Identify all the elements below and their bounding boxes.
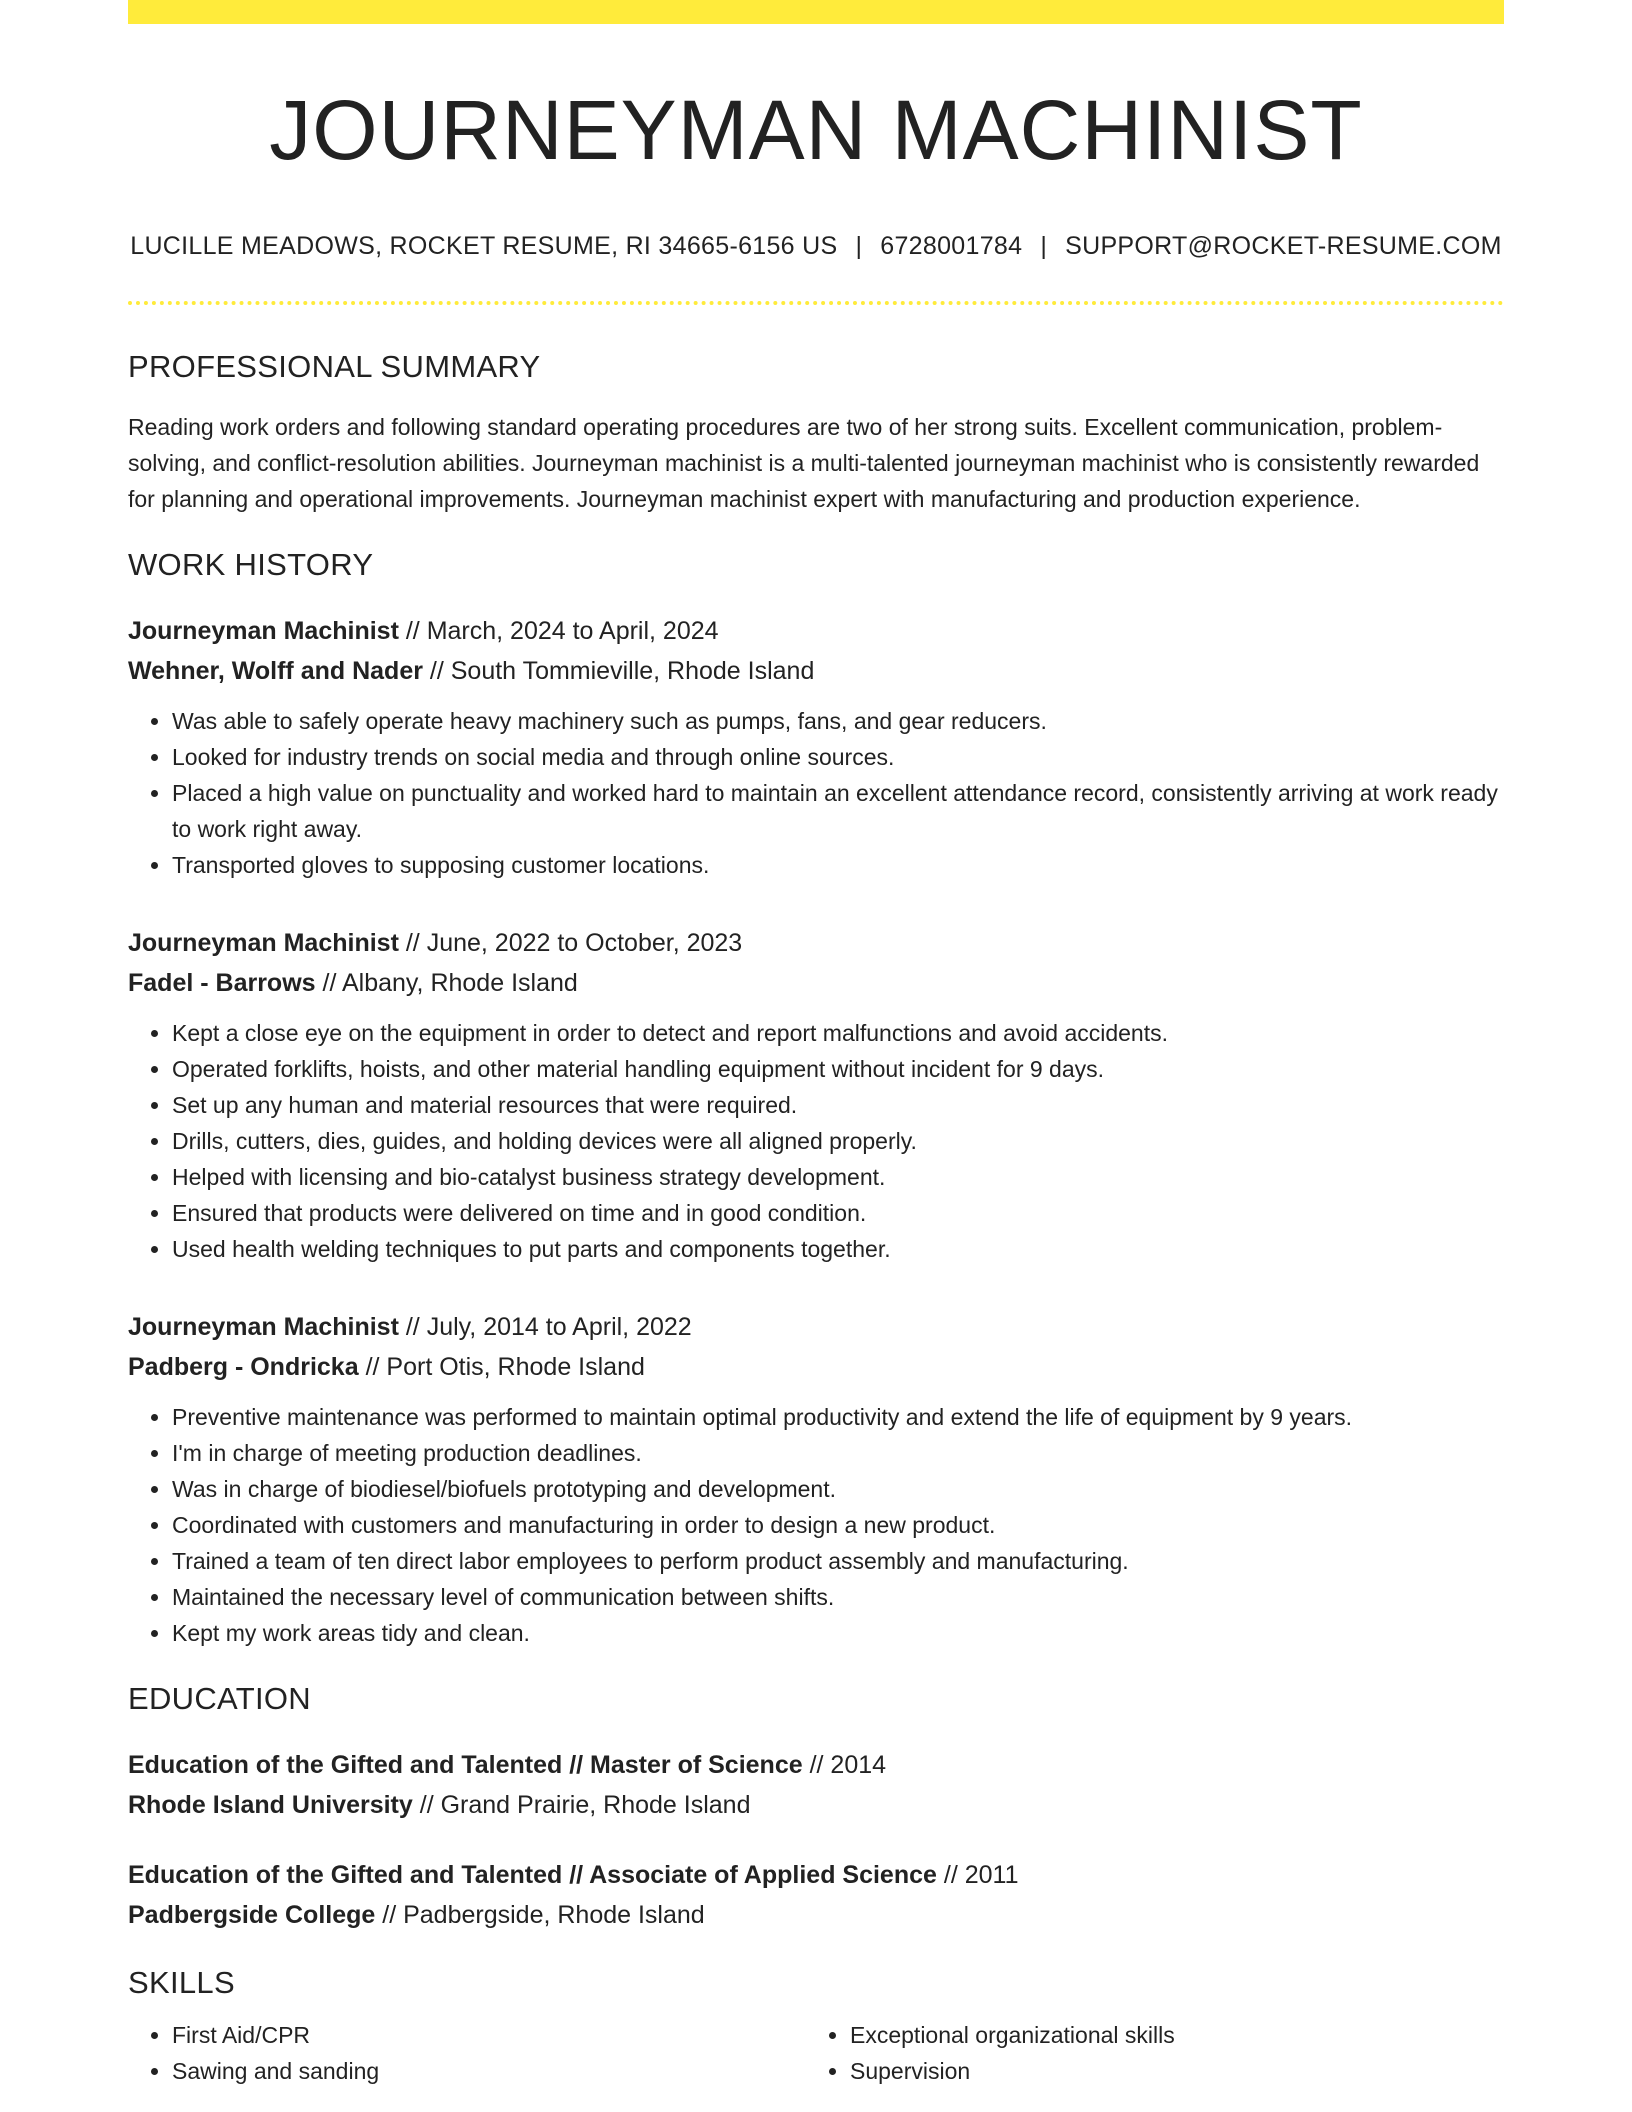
job-role: Journeyman Machinist (128, 617, 399, 646)
job-dates: // June, 2022 to October, 2023 (405, 929, 743, 958)
list-item: • Ensured that products were delivered on time and in good condition. (172, 1195, 1504, 1231)
list-item: • Placed a high value on punctuality and worked hard to maintain an excellent attendance record, consistently arriving at work ready to work right away. (172, 775, 1504, 847)
skills-column-right (806, 2017, 1484, 2089)
job-company-line (128, 651, 1504, 691)
job-company-line (128, 1347, 1504, 1387)
education-location: // Padbergside, Rhode Island (382, 1901, 705, 1930)
job-role: Journeyman Machinist (128, 1313, 399, 1342)
contact-email: SUPPORT@ROCKET-RESUME.COM (1065, 232, 1502, 261)
job-dates: // July, 2014 to April, 2022 (405, 1313, 692, 1342)
education-year: // 2011 (943, 1861, 1019, 1890)
education-degree-line (128, 1855, 1504, 1895)
list-item: • Helped with licensing and bio-catalyst business strategy development. (172, 1159, 1504, 1195)
education-entry (128, 1745, 1504, 1825)
list-item: • Looked for industry trends on social media and through online sources. (172, 739, 1504, 775)
education-school: Rhode Island University (128, 1791, 413, 1820)
list-item: • Transported gloves to supposing customer locations. (172, 847, 1504, 883)
skills-column-left (128, 2017, 806, 2089)
job-entry (128, 923, 1504, 1267)
job-entry (128, 611, 1504, 883)
list-item: • Kept my work areas tidy and clean. (172, 1615, 1504, 1651)
education-location: // Grand Prairie, Rhode Island (419, 1791, 751, 1820)
list-item: • Drills, cutters, dies, guides, and holding devices were all aligned properly. (172, 1123, 1504, 1159)
education-school-line (128, 1785, 1504, 1825)
list-item: • Trained a team of ten direct labor employees to perform product assembly and manufacturing. (172, 1543, 1504, 1579)
work-history-heading: WORK HISTORY (128, 547, 374, 583)
contact-phone: 6728001784 (880, 232, 1023, 261)
resume-title: JOURNEYMAN MACHINIST (269, 83, 1363, 177)
job-role: Journeyman Machinist (128, 929, 399, 958)
job-location: // South Tommieville, Rhode Island (429, 657, 815, 686)
job-bullets (128, 703, 1504, 883)
top-accent-bar (128, 0, 1504, 24)
list-item: • Maintained the necessary level of communication between shifts. (172, 1579, 1504, 1615)
list-item: • Set up any human and material resources that were required. (172, 1087, 1504, 1123)
list-item: • Kept a close eye on the equipment in order to detect and report malfunctions and avoid accidents. (172, 1015, 1504, 1051)
job-entry (128, 1307, 1504, 1651)
job-bullets (128, 1399, 1504, 1651)
education-school-line (128, 1895, 1504, 1935)
list-item: • Preventive maintenance was performed to maintain optimal productivity and extend the life of equipment by 9 years. (172, 1399, 1504, 1435)
job-title-line (128, 923, 1504, 963)
education-degree: Education of the Gifted and Talented // Master of Science (128, 1751, 803, 1780)
list-item: • First Aid/CPR (172, 2017, 806, 2053)
job-company: Wehner, Wolff and Nader (128, 657, 423, 686)
list-item: • Was in charge of biodiesel/biofuels prototyping and development. (172, 1471, 1504, 1507)
list-item: • Was able to safely operate heavy machinery such as pumps, fans, and gear reducers. (172, 703, 1504, 739)
list-item: • Supervision (850, 2053, 1484, 2089)
list-item: • Sawing and sanding (172, 2053, 806, 2089)
list-item: • Exceptional organizational skills (850, 2017, 1484, 2053)
job-bullets (128, 1015, 1504, 1267)
contact-line (128, 232, 1504, 261)
header-divider (128, 301, 1504, 305)
summary-text: Reading work orders and following standard operating procedures are two of her strong suits. Excellent communication, problem-solving, and conflict-resolution abilities. Journeyman machinist is a multi-talented journeyman machinist who is consistently rewarded for planning and operational improvements. Journeyman machinist expert with manufacturing and production experience. (128, 414, 1480, 513)
education-year: // 2014 (809, 1751, 887, 1780)
job-title-line (128, 1307, 1504, 1347)
contact-separator: | (1040, 232, 1048, 261)
job-dates: // March, 2024 to April, 2024 (405, 617, 719, 646)
education-entry (128, 1855, 1504, 1935)
list-item: • Operated forklifts, hoists, and other material handling equipment without incident for 9 days. (172, 1051, 1504, 1087)
resume-page (128, 0, 1504, 2089)
summary-heading: PROFESSIONAL SUMMARY (128, 349, 541, 385)
education-degree: Education of the Gifted and Talented // Associate of Applied Science (128, 1861, 937, 1890)
job-company-line (128, 963, 1504, 1003)
job-title-line (128, 611, 1504, 651)
education-heading: EDUCATION (128, 1681, 311, 1717)
list-item: • Coordinated with customers and manufacturing in order to design a new product. (172, 1507, 1504, 1543)
list-item: • Used health welding techniques to put parts and components together. (172, 1231, 1504, 1267)
education-degree-line (128, 1745, 1504, 1785)
skills-list (128, 2017, 1504, 2089)
job-company: Fadel - Barrows (128, 969, 316, 998)
job-location: // Port Otis, Rhode Island (365, 1353, 645, 1382)
job-company: Padberg - Ondricka (128, 1353, 359, 1382)
list-item: • I'm in charge of meeting production deadlines. (172, 1435, 1504, 1471)
contact-separator: | (855, 232, 863, 261)
job-location: // Albany, Rhode Island (322, 969, 578, 998)
education-school: Padbergside College (128, 1901, 376, 1930)
skills-heading: SKILLS (128, 1965, 235, 2001)
contact-address: LUCILLE MEADOWS, ROCKET RESUME, RI 34665-6156 US (130, 232, 838, 261)
